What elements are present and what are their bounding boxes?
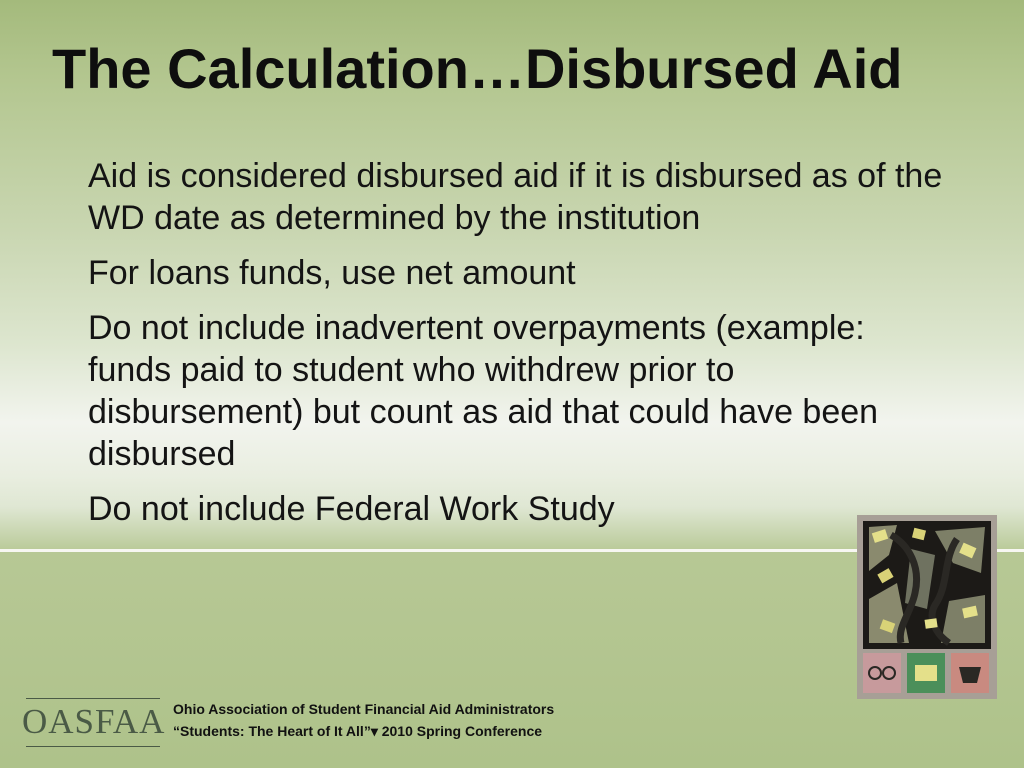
oasfaa-logo: [22, 690, 164, 754]
footer-organization: Ohio Association of Student Financial Aid Administrators: [173, 701, 555, 717]
logo-text: OASFAA: [22, 702, 166, 741]
bullet-item: Do not include Federal Work Study: [88, 490, 615, 528]
logo-line-top: [26, 698, 160, 699]
footer-conference: “Students: The Heart of It All”▾ 2010 Spring Conference: [173, 723, 543, 739]
bullet-list: [88, 155, 948, 543]
footer: [173, 698, 554, 742]
bullet-item: Aid is considered disbursed aid if it is disbursed as of the WD date as determined by the institution: [88, 157, 943, 237]
logo-line-bottom: [26, 746, 160, 747]
bullet-item: For loans funds, use net amount: [88, 254, 576, 292]
slide-title: The Calculation…Disbursed Aid: [52, 37, 903, 100]
students-reading-clipart: [857, 515, 997, 699]
bullet-item: Do not include inadvertent overpayments (example: funds paid to student who withdrew prior to disbursement) but count as aid that could have been disbursed: [88, 309, 879, 473]
